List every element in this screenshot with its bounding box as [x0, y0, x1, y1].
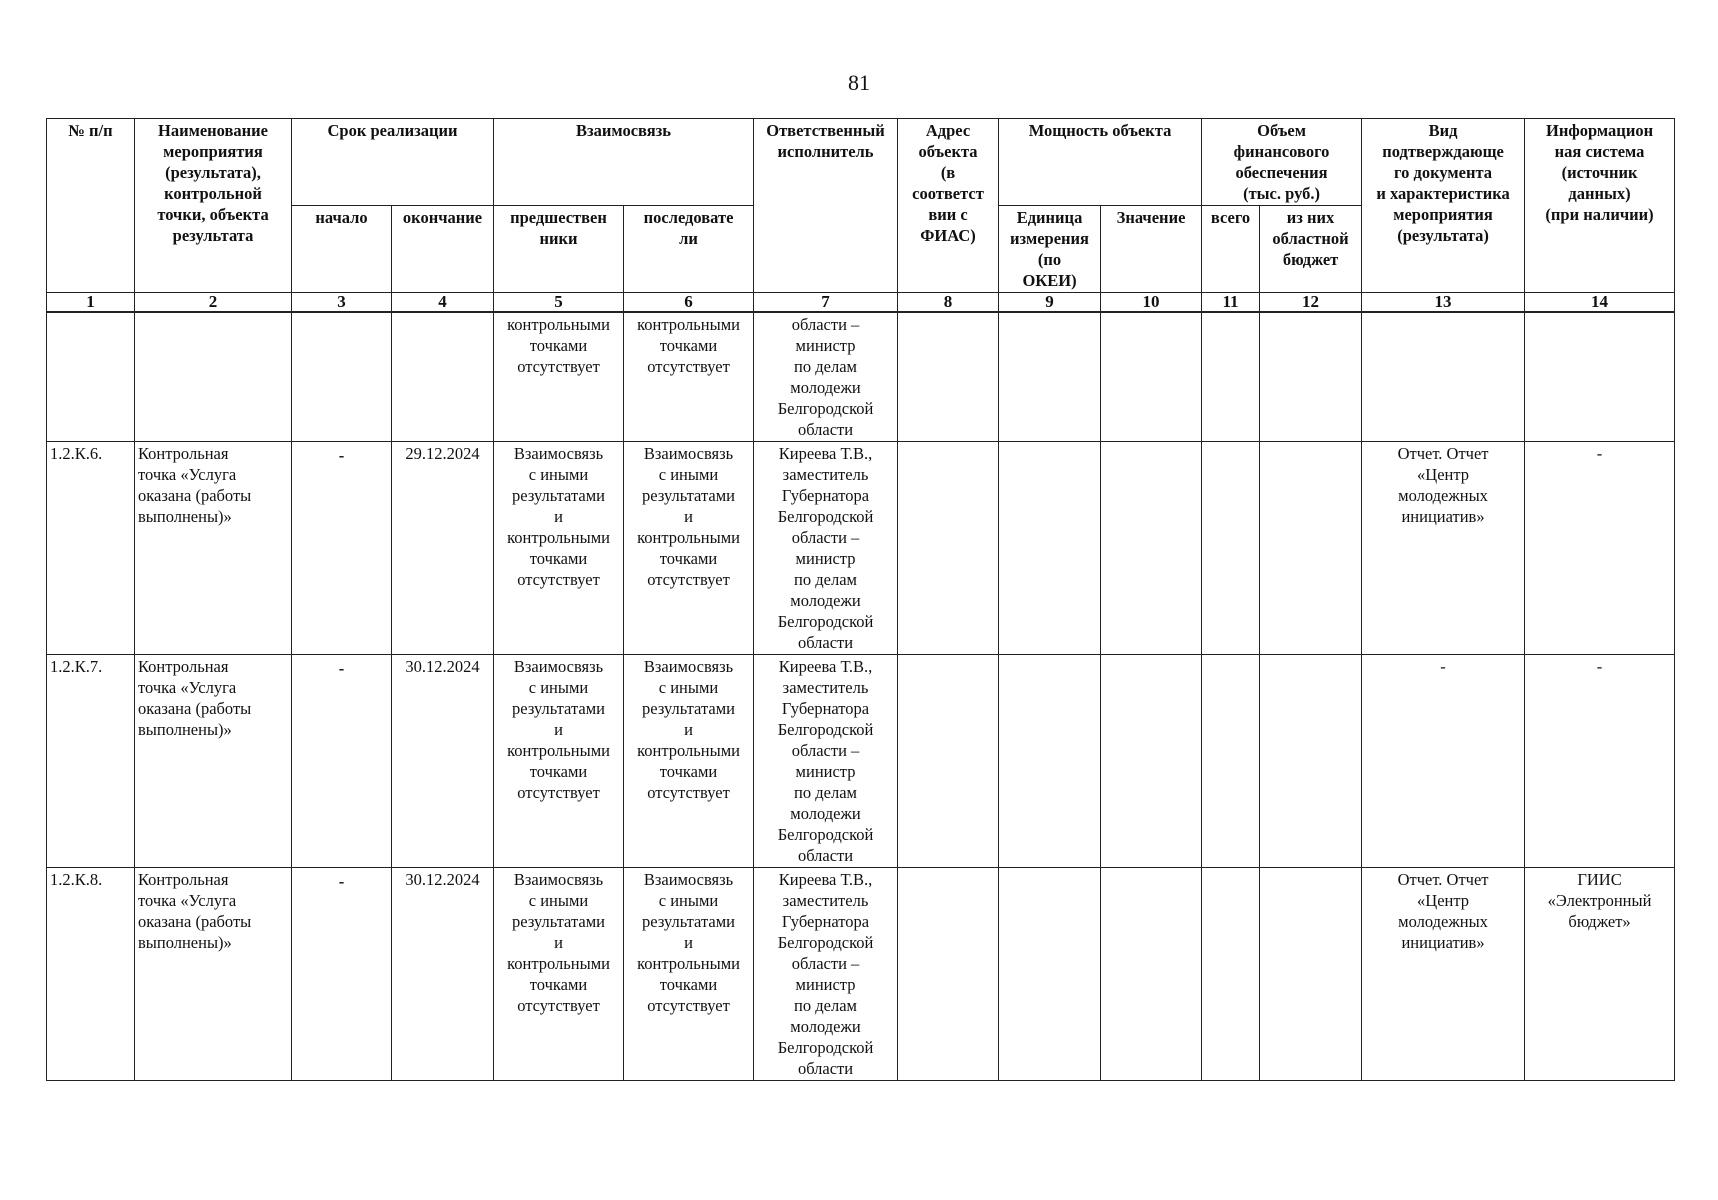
text-line: министр — [795, 336, 856, 355]
text-line: выполнены)» — [138, 720, 232, 739]
start-value: - — [338, 872, 345, 891]
text-line: ОКЕИ) — [1022, 271, 1077, 290]
text-line: и — [684, 507, 693, 526]
text-line: мероприятия — [163, 142, 263, 161]
header-total — [1202, 206, 1260, 293]
cell-number: 1.2.К.7. — [47, 655, 135, 868]
continuation-row — [47, 312, 1675, 442]
header-info-system — [1525, 119, 1675, 293]
text-line: начало — [315, 208, 368, 227]
text-line: точками — [659, 975, 718, 994]
text-line: точками — [529, 762, 588, 781]
text-line: молодежных — [1398, 912, 1488, 931]
text-line: Мощность объекта — [1028, 121, 1172, 140]
text-line: (источник — [1561, 163, 1638, 182]
text-line: Взаимосвязь — [513, 657, 604, 676]
column-number: 8 — [898, 293, 999, 313]
text-line: исполнитель — [777, 142, 874, 161]
cell-empty — [1202, 442, 1260, 655]
cell-end: 29.12.2024 — [392, 442, 494, 655]
text-line: Белгородской — [777, 612, 874, 631]
text-line: с иными — [658, 678, 719, 697]
header-term — [292, 119, 494, 206]
text-line: заместитель — [782, 465, 869, 484]
text-line: (по — [1037, 250, 1062, 269]
text-line: результатами — [512, 486, 605, 505]
text-line: по делам — [794, 570, 857, 589]
text-line: результатами — [512, 912, 605, 931]
text-line: Взаимосвязь — [576, 121, 671, 140]
text-line: результатами — [512, 699, 605, 718]
cell-empty — [1101, 312, 1202, 442]
column-number: 2 — [135, 293, 292, 313]
header-capacity — [999, 119, 1202, 206]
text-line: точками — [529, 549, 588, 568]
text-line: области – — [791, 954, 860, 973]
text-line: области – — [791, 741, 860, 760]
text-line: оказана (работы — [138, 699, 252, 718]
text-line: контрольными — [637, 315, 740, 334]
cell-empty — [1362, 312, 1525, 442]
text-line: из них — [1286, 208, 1335, 227]
text-line: - — [1440, 657, 1446, 676]
cell-empty — [1202, 868, 1260, 1081]
text-line: данных) — [1568, 184, 1631, 203]
text-line: ГИИС — [1577, 870, 1622, 889]
text-line: Взаимосвязь — [643, 444, 734, 463]
text-line: (в — [940, 163, 956, 182]
cell-empty — [999, 442, 1101, 655]
text-line: результатами — [642, 912, 735, 931]
text-line: контрольными — [507, 954, 610, 973]
cell-empty — [47, 312, 135, 442]
cell-responsible — [754, 312, 898, 442]
cell-number: 1.2.К.6. — [47, 442, 135, 655]
text-line: Белгородской — [777, 720, 874, 739]
cell-empty — [999, 868, 1101, 1081]
text-line: Контрольная — [138, 657, 229, 676]
cell-responsible — [754, 442, 898, 655]
header-successors — [624, 206, 754, 293]
text-line: ная система — [1554, 142, 1645, 161]
cell-number: 1.2.К.8. — [47, 868, 135, 1081]
cell-empty — [1260, 655, 1362, 868]
cell-empty — [898, 655, 999, 868]
text-line: области — [797, 420, 854, 439]
text-line: отсутствует — [647, 570, 730, 589]
cell-responsible — [754, 868, 898, 1081]
header-regional-budget — [1260, 206, 1362, 293]
cell-predecessors — [494, 655, 624, 868]
text-line: Киреева Т.В., — [778, 657, 873, 676]
column-numbers-row — [47, 293, 1675, 313]
text-line: контрольными — [637, 528, 740, 547]
text-line: ли — [679, 229, 698, 248]
header-row-1 — [47, 119, 1675, 206]
text-line: области — [797, 846, 854, 865]
cell-predecessors — [494, 442, 624, 655]
cell-start — [292, 655, 392, 868]
text-line: всего — [1210, 208, 1251, 227]
column-number: 13 — [1362, 293, 1525, 313]
page-number: 81 — [848, 70, 870, 95]
text-line: соответст — [912, 184, 984, 203]
text-line: точками — [529, 975, 588, 994]
text-line: точками — [659, 762, 718, 781]
text-line: отсутствует — [647, 783, 730, 802]
column-number: 3 — [292, 293, 392, 313]
text-line: и — [684, 933, 693, 952]
cell-responsible — [754, 655, 898, 868]
text-line: Взаимосвязь — [513, 444, 604, 463]
text-line: Взаимосвязь — [643, 870, 734, 889]
text-line: отсутствует — [517, 783, 600, 802]
start-value: - — [338, 659, 345, 678]
text-line: результатами — [642, 486, 735, 505]
cell-empty — [1101, 868, 1202, 1081]
header-value — [1101, 206, 1202, 293]
text-line: области — [797, 633, 854, 652]
text-line: министр — [795, 549, 856, 568]
text-line: Контрольная — [138, 870, 229, 889]
text-line: молодежи — [790, 378, 861, 397]
text-line: (результата) — [1397, 226, 1489, 245]
text-line: (результата), — [165, 163, 261, 182]
text-line: заместитель — [782, 678, 869, 697]
header-relation — [494, 119, 754, 206]
text-line: оказана (работы — [138, 912, 252, 931]
cell-document — [1362, 655, 1525, 868]
text-line: измерения — [1010, 229, 1089, 248]
text-line: № п/п — [68, 121, 113, 140]
cell-name — [135, 442, 292, 655]
text-line: молодежи — [790, 804, 861, 823]
text-line: с иными — [658, 465, 719, 484]
text-line: Вид — [1428, 121, 1458, 140]
text-line: министр — [795, 975, 856, 994]
cell-empty — [1260, 442, 1362, 655]
text-line: бюджет» — [1568, 912, 1631, 931]
text-line: Белгородской — [777, 1038, 874, 1057]
text-line: и — [554, 933, 563, 952]
text-line: Контрольная — [138, 444, 229, 463]
text-line: Информацион — [1546, 121, 1654, 140]
text-line: отсутствует — [647, 357, 730, 376]
column-number: 10 — [1101, 293, 1202, 313]
text-line: и характеристика — [1376, 184, 1510, 203]
header-address — [898, 119, 999, 293]
text-line: контрольными — [507, 741, 610, 760]
cell-empty — [898, 868, 999, 1081]
text-line: Белгородской — [777, 399, 874, 418]
text-line: результата — [172, 226, 254, 245]
text-line: Отчет. Отчет — [1397, 444, 1489, 463]
text-line: «Электронный — [1547, 891, 1652, 910]
header-responsible — [754, 119, 898, 293]
text-line: финансового — [1233, 142, 1330, 161]
text-line: по делам — [794, 996, 857, 1015]
text-line: Губернатора — [781, 486, 870, 505]
text-line: Отчет. Отчет — [1397, 870, 1489, 889]
cell-empty — [392, 312, 494, 442]
cell-successors — [624, 868, 754, 1081]
text-line: отсутствует — [517, 996, 600, 1015]
text-line: ники — [539, 229, 578, 248]
table-row — [47, 868, 1675, 1081]
text-line: отсутствует — [647, 996, 730, 1015]
text-line: объекта — [918, 142, 978, 161]
column-number: 4 — [392, 293, 494, 313]
text-line: отсутствует — [517, 570, 600, 589]
cell-document — [1362, 868, 1525, 1081]
text-line: контрольной — [164, 184, 262, 203]
text-line: точки, объекта — [157, 205, 269, 224]
cell-empty — [1202, 655, 1260, 868]
text-line: контрольными — [637, 741, 740, 760]
text-line: выполнены)» — [138, 933, 232, 952]
text-line: оказана (работы — [138, 486, 252, 505]
text-line: го документа — [1394, 163, 1493, 182]
cell-successors — [624, 312, 754, 442]
text-line: с иными — [528, 465, 589, 484]
text-line: и — [554, 507, 563, 526]
cell-empty — [898, 312, 999, 442]
text-line: отсутствует — [517, 357, 600, 376]
text-line: Взаимосвязь — [513, 870, 604, 889]
text-line: точками — [529, 336, 588, 355]
column-number: 12 — [1260, 293, 1362, 313]
column-number: 14 — [1525, 293, 1675, 313]
cell-name — [135, 868, 292, 1081]
table-row — [47, 442, 1675, 655]
text-line: с иными — [658, 891, 719, 910]
text-line: по делам — [794, 783, 857, 802]
cell-successors — [624, 442, 754, 655]
text-line: последовате — [643, 208, 734, 227]
cell-info-system — [1525, 442, 1675, 655]
text-line: молодежи — [790, 1017, 861, 1036]
text-line: окончание — [402, 208, 483, 227]
text-line: области – — [791, 315, 860, 334]
header-financing — [1202, 119, 1362, 206]
start-value: - — [338, 446, 345, 465]
column-number: 5 — [494, 293, 624, 313]
header-predecessors — [494, 206, 624, 293]
text-line: подтверждающе — [1382, 142, 1504, 161]
cell-empty — [1260, 312, 1362, 442]
text-line: Взаимосвязь — [643, 657, 734, 676]
text-line: Объем — [1257, 121, 1306, 140]
header-end — [392, 206, 494, 293]
cell-empty — [1202, 312, 1260, 442]
cell-empty — [999, 312, 1101, 442]
text-line: по делам — [794, 357, 857, 376]
header-unit — [999, 206, 1101, 293]
activities-table — [46, 118, 1675, 1081]
column-number: 6 — [624, 293, 754, 313]
text-line: области – — [791, 528, 860, 547]
cell-start — [292, 868, 392, 1081]
text-line: областной — [1272, 229, 1349, 248]
text-line: контрольными — [637, 954, 740, 973]
cell-empty — [135, 312, 292, 442]
text-line: мероприятия — [1393, 205, 1493, 224]
text-line: с иными — [528, 678, 589, 697]
cell-start — [292, 442, 392, 655]
text-line: предшествен — [510, 208, 607, 227]
text-line: (при наличии) — [1545, 205, 1654, 224]
text-line: Белгородской — [777, 507, 874, 526]
text-line: (тыс. руб.) — [1243, 184, 1320, 203]
text-line: инициатив» — [1401, 507, 1485, 526]
cell-empty — [999, 655, 1101, 868]
header-name — [135, 119, 292, 293]
header-start — [292, 206, 392, 293]
text-line: Губернатора — [781, 912, 870, 931]
header-num — [47, 119, 135, 293]
column-number: 9 — [999, 293, 1101, 313]
text-line: точками — [659, 549, 718, 568]
text-line: и — [684, 720, 693, 739]
cell-empty — [898, 442, 999, 655]
cell-empty — [292, 312, 392, 442]
text-line: точками — [659, 336, 718, 355]
table-row — [47, 655, 1675, 868]
text-line: инициатив» — [1401, 933, 1485, 952]
text-line: точка «Услуга — [138, 678, 237, 697]
cell-info-system — [1525, 868, 1675, 1081]
column-number: 1 — [47, 293, 135, 313]
cell-empty — [1260, 868, 1362, 1081]
text-line: области — [797, 1059, 854, 1078]
text-line: заместитель — [782, 891, 869, 910]
text-line: контрольными — [507, 528, 610, 547]
column-number: 11 — [1202, 293, 1260, 313]
cell-end: 30.12.2024 — [392, 868, 494, 1081]
text-line: контрольными — [507, 315, 610, 334]
text-line: обеспечения — [1235, 163, 1328, 182]
text-line: Белгородской — [777, 933, 874, 952]
cell-empty — [1101, 442, 1202, 655]
text-line: бюджет — [1282, 250, 1339, 269]
cell-empty — [1525, 312, 1675, 442]
text-line: Белгородской — [777, 825, 874, 844]
text-line: Киреева Т.В., — [778, 444, 873, 463]
header-document — [1362, 119, 1525, 293]
text-line: Срок реализации — [327, 121, 458, 140]
text-line: Губернатора — [781, 699, 870, 718]
cell-end: 30.12.2024 — [392, 655, 494, 868]
cell-empty — [1101, 655, 1202, 868]
text-line: выполнены)» — [138, 507, 232, 526]
text-line: вии с — [928, 205, 968, 224]
text-line: ФИАС) — [920, 226, 976, 245]
text-line: результатами — [642, 699, 735, 718]
text-line: министр — [795, 762, 856, 781]
text-line: Значение — [1116, 208, 1186, 227]
text-line: точка «Услуга — [138, 891, 237, 910]
text-line: молодежных — [1398, 486, 1488, 505]
cell-info-system — [1525, 655, 1675, 868]
text-line: «Центр — [1417, 891, 1470, 910]
text-line: Наименование — [158, 121, 268, 140]
text-line: и — [554, 720, 563, 739]
text-line: «Центр — [1417, 465, 1470, 484]
text-line: Киреева Т.В., — [778, 870, 873, 889]
cell-successors — [624, 655, 754, 868]
text-line: молодежи — [790, 591, 861, 610]
text-line: Адрес — [925, 121, 971, 140]
text-line: Единица — [1016, 208, 1083, 227]
text-line: - — [1596, 444, 1603, 463]
column-number: 7 — [754, 293, 898, 313]
text-line: - — [1596, 657, 1603, 676]
cell-name — [135, 655, 292, 868]
text-line: точка «Услуга — [138, 465, 237, 484]
text-line: Ответственный — [766, 121, 885, 140]
cell-predecessors — [494, 868, 624, 1081]
text-line: с иными — [528, 891, 589, 910]
cell-document — [1362, 442, 1525, 655]
cell-predecessors — [494, 312, 624, 442]
